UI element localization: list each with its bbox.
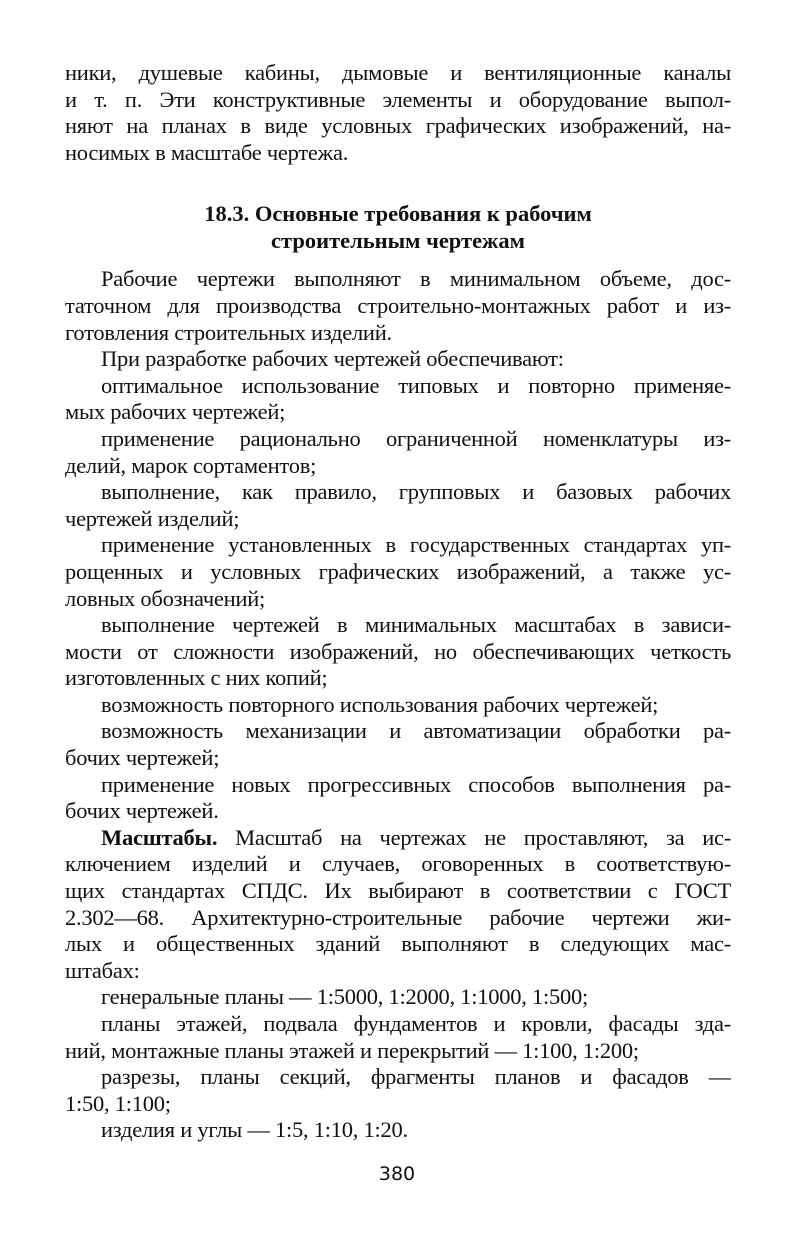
paragraph bbox=[65, 718, 731, 771]
text-line: носимых в масштабе чертежа. bbox=[65, 139, 349, 165]
text-line: чертежей изделий; bbox=[65, 505, 240, 531]
heading-line: строительным чертежам bbox=[271, 228, 525, 254]
text-line: бочих чертежей; bbox=[65, 745, 220, 771]
text-line: ловных обозначений; bbox=[65, 585, 266, 611]
paragraph bbox=[65, 426, 731, 479]
heading-line: 18.3. Основные требования к рабочим bbox=[204, 201, 592, 227]
text-line: делий, марок сортаментов; bbox=[65, 452, 317, 478]
paragraph bbox=[65, 266, 731, 346]
text-line: 1:50, 1:100; bbox=[65, 1090, 171, 1116]
text-line: таточном для производства строительно-монтажных работ и из- bbox=[65, 292, 731, 318]
text-line bbox=[65, 825, 731, 852]
text-line: лых и общественных зданий выполняют в следующих мас- bbox=[65, 931, 731, 957]
text-line: генеральные планы — 1:5000, 1:2000, 1:1000, 1:500; bbox=[101, 984, 589, 1010]
section-heading bbox=[65, 200, 731, 254]
paragraph bbox=[65, 346, 731, 373]
paragraph bbox=[65, 1117, 731, 1144]
paragraph bbox=[65, 60, 731, 166]
text-line: оптимальное использование типовых и повторно применяе- bbox=[101, 372, 731, 398]
text-line: изделия и углы — 1:5, 1:10, 1:20. bbox=[101, 1117, 408, 1143]
text-line: возможность повторного использования рабочих чертежей; bbox=[101, 691, 659, 717]
page-body bbox=[65, 60, 731, 1144]
line-text: Масштаб на чертежах не проставляют, за ис- bbox=[217, 824, 731, 850]
text-line: выполнение чертежей в минимальных масштабах в зависи- bbox=[101, 612, 731, 638]
paragraph bbox=[65, 984, 731, 1011]
text-line: При разработке рабочих чертежей обеспечивают: bbox=[101, 346, 564, 372]
text-line: бочих чертежей. bbox=[65, 798, 219, 824]
paragraph bbox=[65, 692, 731, 719]
text-line: возможность механизации и автоматизации обработки ра- bbox=[101, 718, 731, 744]
paragraph bbox=[65, 772, 731, 825]
text-line: няют на планах в виде условных графических изображений, на- bbox=[65, 113, 731, 139]
text-line: рощенных и условных графических изображений, а также ус- bbox=[65, 558, 731, 584]
paragraph bbox=[65, 373, 731, 426]
paragraph bbox=[65, 1064, 731, 1117]
paragraph bbox=[65, 612, 731, 692]
paragraph bbox=[65, 1011, 731, 1064]
paragraph bbox=[65, 479, 731, 532]
text-line: 2.302—68. Архитектурно-строительные рабочие чертежи жи- bbox=[65, 904, 731, 930]
text-line: применение новых прогрессивных способов выполнения ра- bbox=[101, 771, 731, 797]
paragraph bbox=[65, 825, 731, 985]
text-line: щих стандартах СПДС. Их выбирают в соответствии с ГОСТ bbox=[65, 878, 731, 904]
text-line: применение установленных в государственных стандартах уп- bbox=[101, 532, 731, 558]
text-line: применение рационально ограниченной номенклатуры из- bbox=[101, 425, 731, 451]
run-in-heading: Масштабы. bbox=[101, 824, 218, 850]
text-line: ники, душевые кабины, дымовые и вентиляционные каналы bbox=[65, 60, 731, 85]
paragraph bbox=[65, 532, 731, 612]
page-number: 380 bbox=[378, 1163, 416, 1185]
text-line: и т. п. Эти конструктивные элементы и оборудование выпол- bbox=[65, 86, 731, 112]
text-line: штабах: bbox=[65, 957, 140, 983]
text-line: разрезы, планы секций, фрагменты планов и фасадов — bbox=[101, 1064, 731, 1090]
text-line: Рабочие чертежи выполняют в минимальном объеме, дос- bbox=[101, 266, 731, 292]
text-line: ключением изделий и случаев, оговоренных в соответствую- bbox=[65, 851, 731, 877]
text-line: мости от сложности изображений, но обеспечивающих четкость bbox=[65, 638, 731, 664]
text-line: ний, монтажные планы этажей и перекрытий — 1:100, 1:200; bbox=[65, 1037, 639, 1063]
text-line: изготовленных с них копий; bbox=[65, 665, 328, 691]
text-line: мых рабочих чертежей; bbox=[65, 399, 286, 425]
text-line: планы этажей, подвала фундаментов и кровли, фасады зда- bbox=[101, 1011, 731, 1036]
text-line: готовления строительных изделий. bbox=[65, 319, 392, 345]
text-line: выполнение, как правило, групповых и базовых рабочих bbox=[101, 479, 731, 505]
